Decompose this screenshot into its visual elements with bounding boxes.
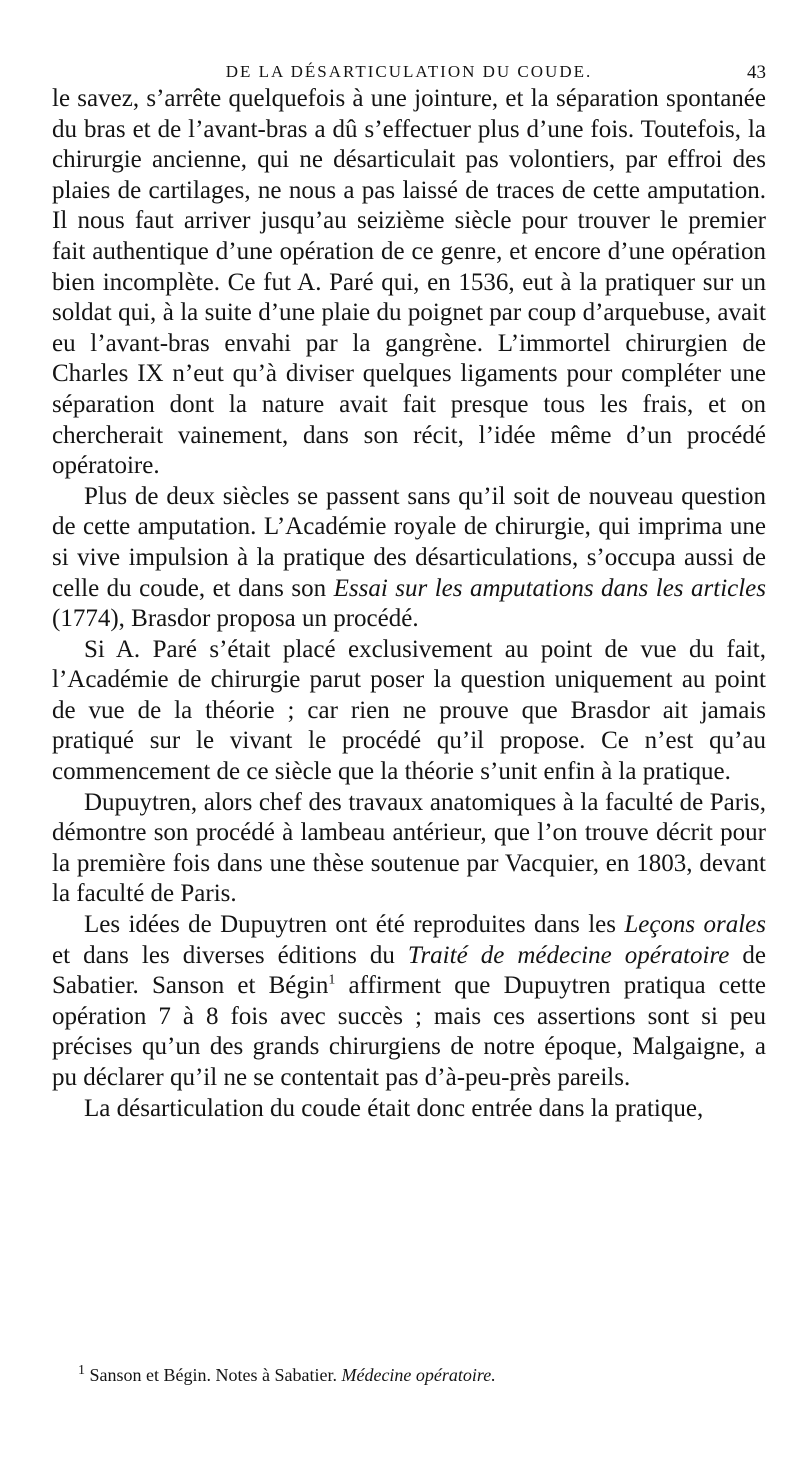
footnote-text: Sanson et Bégin. Notes à Sabatier. xyxy=(89,1365,337,1385)
footnote-reference: 1 xyxy=(328,972,336,988)
lecons-orales-title: Leçons orales xyxy=(624,911,767,939)
paragraph-4: Dupuytren, alors chef des travaux anatomiques à la faculté de Paris, démontre son procédé à lambeau antérieur, que l’on trouve décrit pour la première fois dans une thèse soutenue par Vacquier, en 1803, devant la faculté de Paris. xyxy=(52,788,766,908)
paragraph-3: Si A. Paré s’était placé exclusivement au point de vue du fait, l’Académie de chirurgie parut poser la question uniquement au point de vue de la théorie ; car rien ne prouve que Brasdor ait jamais pratiqué sur le vivant le procédé qu’il propose. Ce n’est qu’au commencement de ce siècle que la théorie s’unit enfin à la pratique. xyxy=(52,635,766,786)
essai-title: Essai sur les amputations dans les articles xyxy=(333,574,767,602)
body-text xyxy=(52,84,766,1124)
running-title: DE LA DÉSARTICULATION DU COUDE. xyxy=(225,62,593,81)
paragraph-1: le savez, s’arrête quelquefois à une jointure, et la séparation spontanée du bras et de l’avant-bras a dû s’effectuer plus d’une fois. Toutefois, la chirurgie ancienne, qui ne désarticulait pas volontiers, par effroi des plaies de cartilages, ne nous a pas laissé de traces de cette amputation. Il nous faut arriver jusqu’au seizième siècle pour trouver le premier fait authentique d’une opération de ce genre, et encore d’une opération bien incomplète. Ce fut A. Paré qui, en 1536, eut à la pratiquer sur un soldat qui, à la suite d’une plaie du poignet par coup d’arquebuse, avait eu l’avant-bras envahi par la gangrène. L’immortel chirurgien de Charles IX n’eut qu’à diviser quelques ligaments pour compléter une séparation dont la nature avait fait presque tous les frais, et on chercherait vainement, dans son récit, l’idée même d’un procédé opératoire. xyxy=(52,85,766,480)
footnote-italic: Médecine opératoire. xyxy=(341,1365,496,1385)
footnote xyxy=(78,1364,766,1386)
paragraph-5-text-c: de Sabatier. Sanson et Bégin xyxy=(52,941,766,1000)
paragraph-2 xyxy=(52,482,766,635)
paragraph-5 xyxy=(52,910,766,1094)
paragraph-6: La désarticulation du coude était donc entrée dans la pratique, xyxy=(84,1094,704,1122)
traite-title: Traité de médecine opératoire xyxy=(407,941,730,969)
paragraph-5-text-b: et dans les diverses éditions du xyxy=(52,941,408,969)
footnote-number: 1 xyxy=(78,1363,85,1378)
paragraph-2-text-a: Plus de deux siècles se passent sans qu’il soit de nouveau question de cette amputation. L’Académie royale de chirurgie, qui imprima une si vive impulsion à la pratique des désarticulations, s’occupa aussi de celle du coude, et dans son xyxy=(52,482,766,602)
paragraph-2-text-b: (1774), Brasdor proposa un procédé. xyxy=(52,605,419,633)
page-number: 43 xyxy=(747,62,766,83)
paragraph-5-text-d: affirment que Dupuytren pratiqua cette opération 7 à 8 fois avec succès ; mais ces assertions sont si peu précises qu’un des grands chirurgiens de notre époque, Malgaigne, a pu déclarer qu’il ne se contentait pas d’à-peu-près pareils. xyxy=(52,972,766,1091)
paragraph-5-text-a: Les idées de Dupuytren ont été reproduites dans les xyxy=(84,911,625,939)
